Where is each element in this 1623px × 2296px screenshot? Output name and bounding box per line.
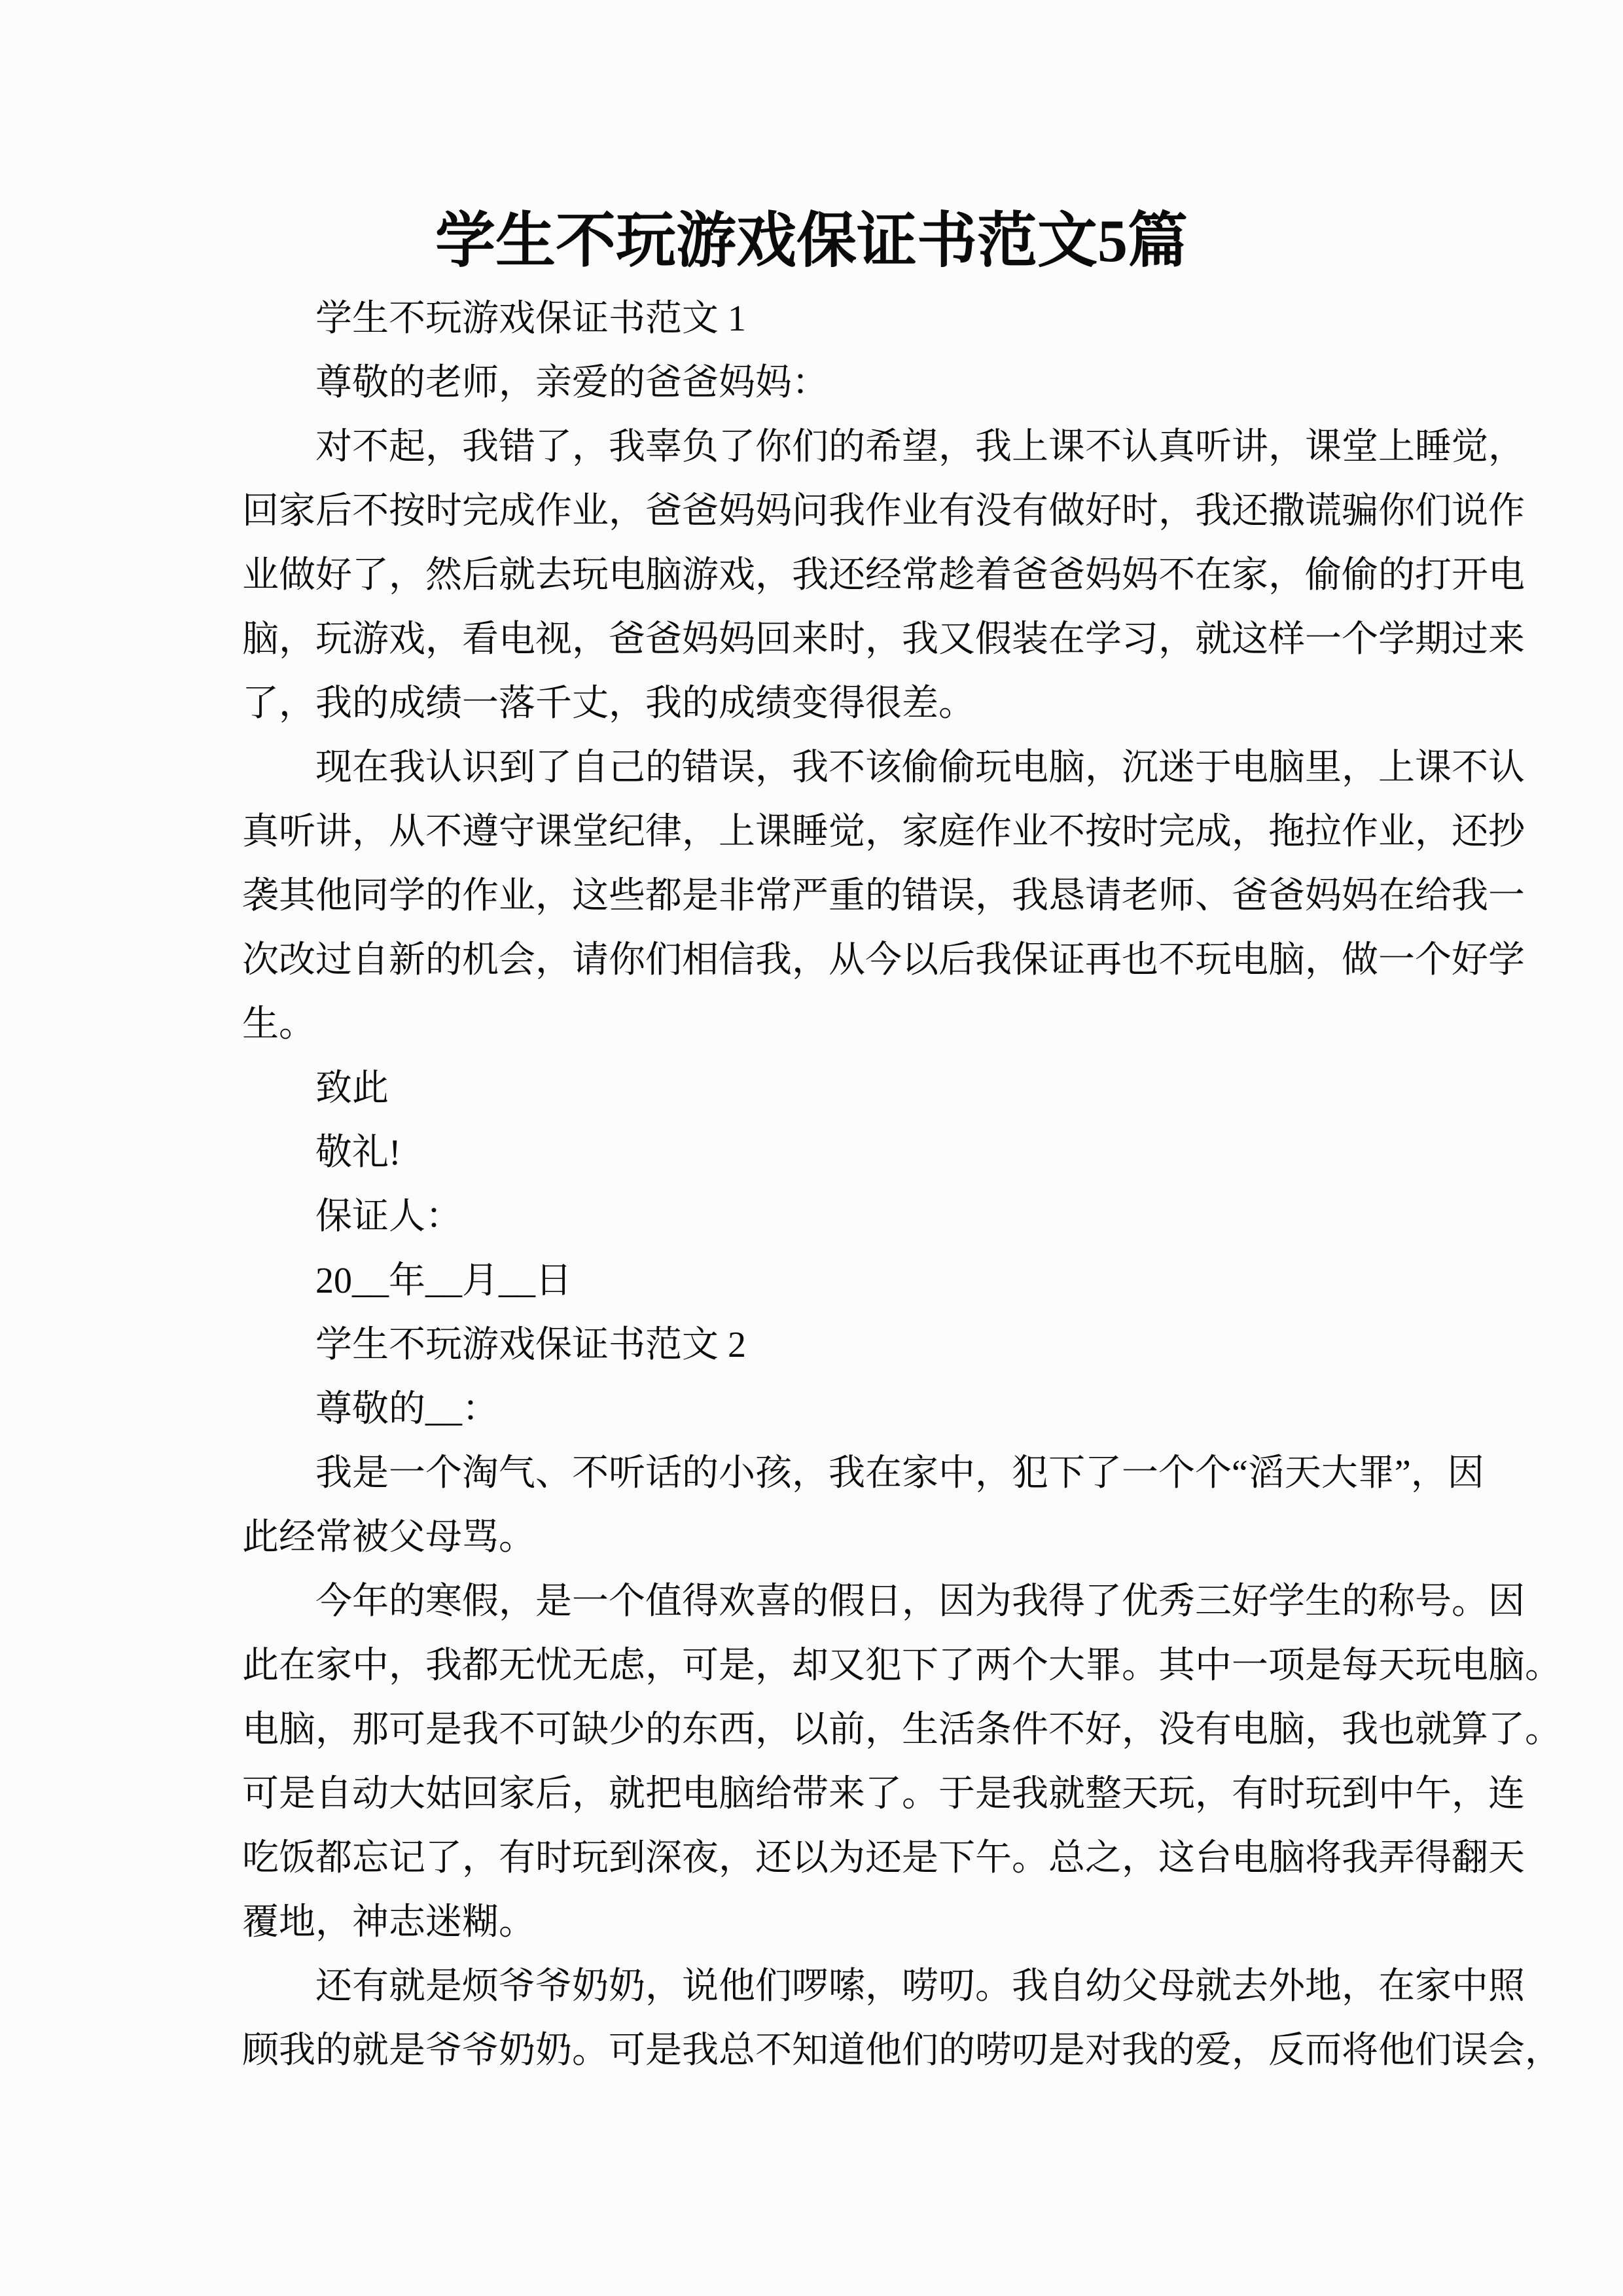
text-line: 业做好了，然后就去玩电脑游戏，我还经常趁着爸爸妈妈不在家，偷偷的打开电 <box>242 555 1525 596</box>
text-line: 对不起，我错了，我辜负了你们的希望，我上课不认真听讲，课堂上睡觉， <box>315 427 1525 467</box>
text-line: 回家后不按时完成作业，爸爸妈妈问我作业有没有做好时，我还撒谎骗你们说作 <box>242 491 1525 531</box>
text-line: 还有就是烦爷爷奶奶，说他们啰嗦，唠叨。我自幼父母就去外地，在家中照 <box>315 1966 1525 2007</box>
text-line: 保证人： <box>315 1196 462 1237</box>
text-line: 尊敬的__： <box>315 1389 499 1429</box>
text-line: 学生不玩游戏保证书范文 1 <box>315 298 746 339</box>
text-line: 此经常被父母骂。 <box>242 1517 535 1558</box>
text-line: 学生不玩游戏保证书范文 2 <box>315 1325 746 1365</box>
text-line: 20__年__月__日 <box>315 1261 572 1301</box>
text-line: 现在我认识到了自己的错误，我不该偷偷玩电脑，沉迷于电脑里，上课不认 <box>315 747 1525 788</box>
text-line: 我是一个淘气、不听话的小孩，我在家中，犯下了一个个“滔天大罪”，因 <box>315 1453 1484 1494</box>
text-line: 敬礼! <box>315 1132 401 1173</box>
text-line: 电脑，那可是我不可缺少的东西，以前，生活条件不好，没有电脑，我也就算了。 <box>242 1710 1561 1750</box>
text-line: 真听讲，从不遵守课堂纪律，上课睡觉，家庭作业不按时完成，拖拉作业，还抄 <box>242 812 1525 852</box>
text-line: 吃饭都忘记了，有时玩到深夜，还以为还是下午。总之，这台电脑将我弄得翻天 <box>242 1838 1525 1878</box>
text-line: 此在家中，我都无忧无虑，可是，却又犯下了两个大罪。其中一项是每天玩电脑。 <box>242 1645 1561 1686</box>
text-line: 了，我的成绩一落千丈，我的成绩变得很差。 <box>242 683 975 724</box>
text-line: 袭其他同学的作业，这些都是非常严重的错误，我恳请老师、爸爸妈妈在给我一 <box>242 876 1525 916</box>
text-line: 顾我的就是爷爷奶奶。可是我总不知道他们的唠叨是对我的爱，反而将他们误会， <box>242 2030 1561 2071</box>
text-line: 致此 <box>315 1068 389 1109</box>
text-line: 覆地，神志迷糊。 <box>242 1902 535 1943</box>
text-line: 可是自动大姑回家后，就把电脑给带来了。于是我就整天玩，有时玩到中午，连 <box>242 1774 1525 1814</box>
text-line: 尊敬的老师，亲爱的爸爸妈妈： <box>315 363 829 403</box>
document-title: 学生不玩游戏保证书范文5篇 <box>435 207 1188 274</box>
text-line: 次改过自新的机会，请你们相信我，从今以后我保证再也不玩电脑，做一个好学 <box>242 940 1525 980</box>
text-line: 脑，玩游戏，看电视，爸爸妈妈回来时，我又假装在学习，就这样一个学期过来 <box>242 619 1525 660</box>
text-line: 生。 <box>242 1004 315 1045</box>
document-body <box>242 287 1561 2083</box>
text-line: 今年的寒假，是一个值得欢喜的假日，因为我得了优秀三好学生的称号。因 <box>315 1581 1525 1622</box>
